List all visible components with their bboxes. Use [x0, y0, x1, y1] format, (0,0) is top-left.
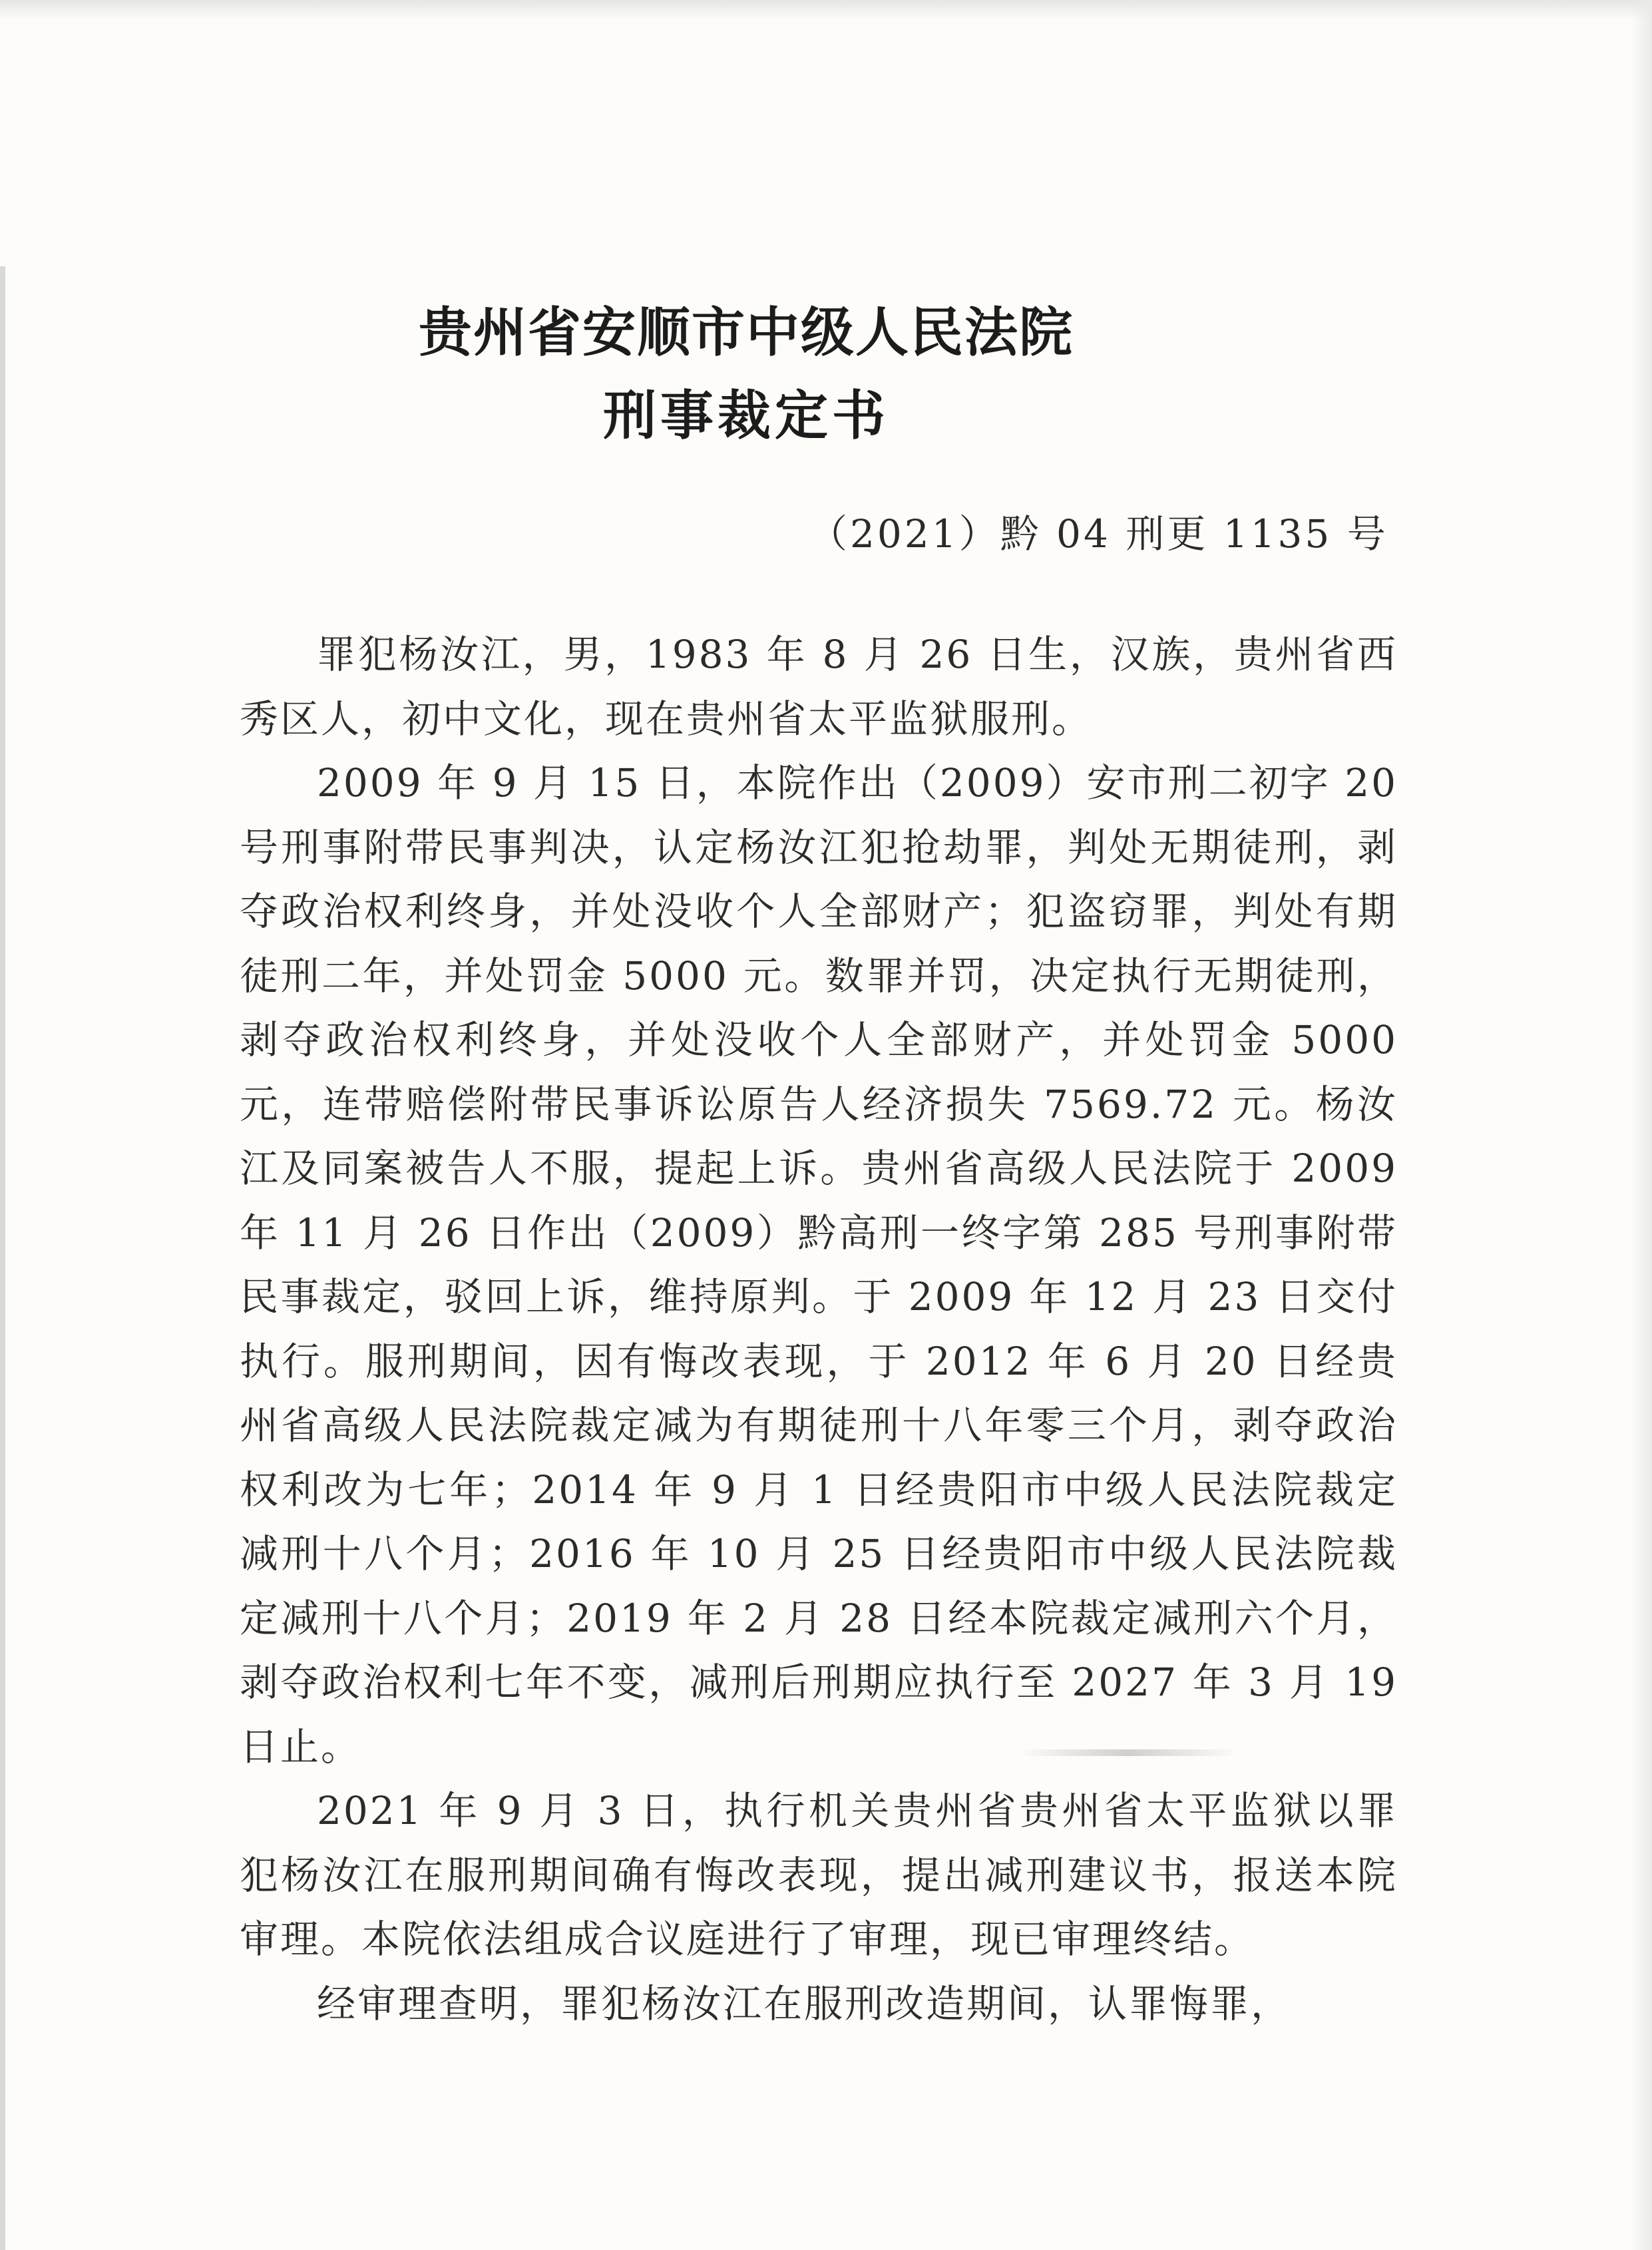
paragraph-commutation-proposal: 2021 年 9 月 3 日，执行机关贵州省贵州省太平监狱以罪犯杨汝江在服刑期间确有悔改表现，提出减刑建议书，报送本院审理。本院依法组成合议庭进行了审理，现已审理终结。 — [240, 1788, 1398, 1962]
document-type-title: 刑事裁定书 — [603, 384, 889, 447]
court-name: 贵州省安顺市中级人民法院 — [419, 301, 1074, 363]
scan-edge-top — [0, 0, 1652, 20]
paragraph-findings: 经审理查明，罪犯杨汝江在服刑改造期间，认罪悔罪， — [317, 1980, 1292, 2026]
document-body — [240, 622, 1398, 2036]
paragraph-defendant-info: 罪犯杨汝江，男，1983 年 8 月 26 日生，汉族，贵州省西秀区人，初中文化，现在贵州省太平监狱服刑。 — [240, 632, 1398, 742]
scan-edge-left — [0, 266, 5, 2250]
case-number: （2021）黔 04 刑更 1135 号 — [809, 511, 1388, 557]
scan-smudge — [1018, 1749, 1238, 1756]
paragraph-case-history: 2009 年 9 月 15 日，本院作出（2009）安市刑二初字 20 号刑事附带民事判决，认定杨汝江犯抢劫罪，判处无期徒刑，剥夺政治权利终身，并处没收个人全部财产；犯盗窃罪，判处有期徒刑二年，并处罚金 5000 元。数罪并罚，决定执行无期徒刑，剥夺政治权利终身，并处没收个人全部财产，并处罚金 5000 元，连带赔偿附带民事诉讼原告人经济损失 7569.72 元。杨汝江及同案被告人不服，提起上诉。贵州省高级人民法院于 2009 年 11 月 26 日作出（2009）黔高刑一终字第 285 号刑事附带民事裁定，驳回上诉，维持原判。于 2009 年 12 月 23 日交付执行。服刑期间，因有悔改表现，于 2012 年 6 月 20 日经贵州省高级人民法院裁定减为有期徒刑十八年零三个月，剥夺政治权利改为七年；2014 年 9 月 1 日经贵阳市中级人民法院裁定减刑十八个月；2016 年 10 月 25 日经贵阳市中级人民法院裁定减刑十八个月；2019 年 2 月 28 日经本院裁定减刑六个月，剥夺政治权利七年不变，减刑后刑期应执行至 2027 年 3 月 19 日止。 — [240, 760, 1398, 1769]
scan-edge-right — [1632, 0, 1652, 2250]
